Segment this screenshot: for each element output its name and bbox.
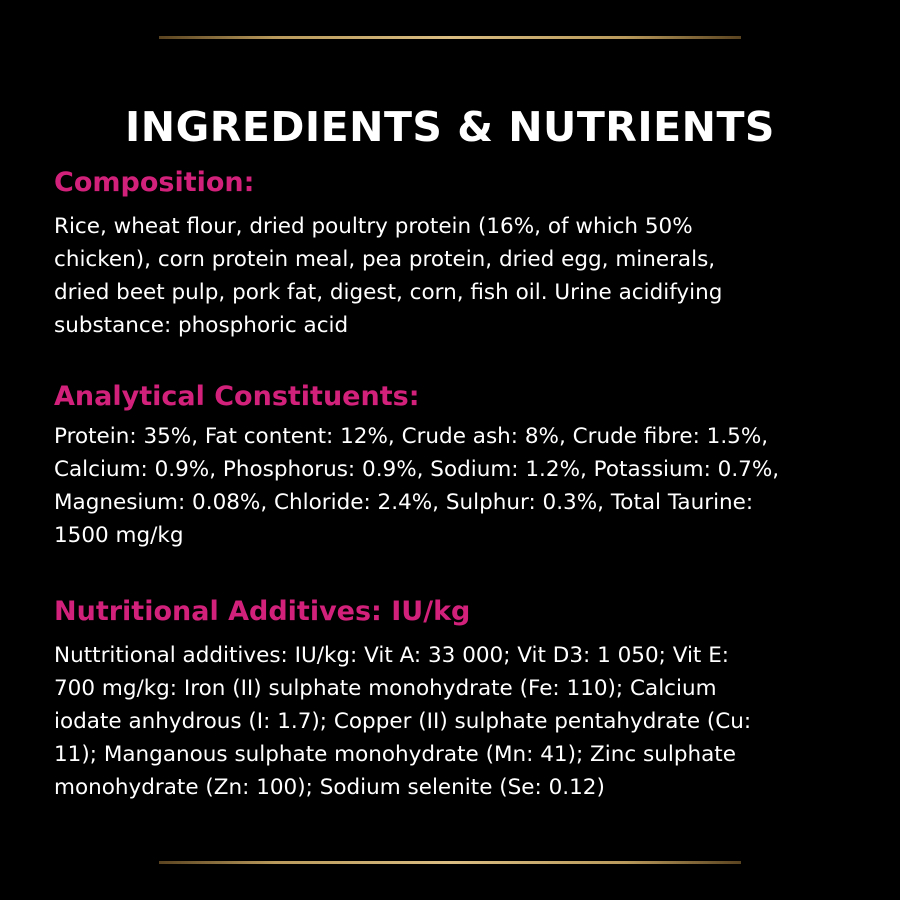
additives-line: Nuttritional additives: IU/kg: Vit A: 33 000; Vit D3: 1 050; Vit E:: [54, 643, 730, 668]
composition-line: chicken), corn protein meal, pea protein, dried egg, minerals,: [54, 247, 716, 272]
additives-line: 700 mg/kg: Iron (II) sulphate monohydrate (Fe: 110); Calcium: [54, 676, 717, 701]
analytical-line: Protein: 35%, Fat content: 12%, Crude ash: 8%, Crude fibre: 1.5%,: [54, 424, 769, 449]
analytical-line: 1500 mg/kg: [54, 523, 184, 548]
bottom-gold-divider: [159, 861, 741, 864]
analytical-line: Magnesium: 0.08%, Chloride: 2.4%, Sulphur: 0.3%, Total Taurine:: [54, 490, 754, 515]
nutritional-additives-heading: Nutritional Additives: IU/kg: [54, 596, 471, 627]
additives-line: 11); Manganous sulphate monohydrate (Mn: 41); Zinc sulphate: [54, 742, 736, 767]
page-title: INGREDIENTS & NUTRIENTS: [125, 103, 775, 152]
analytical-constituents-heading: Analytical Constituents:: [54, 381, 420, 412]
analytical-constituents-section: [54, 380, 854, 552]
additives-line: monohydrate (Zn: 100); Sodium selenite (Se: 0.12): [54, 775, 605, 800]
top-gold-divider: [159, 36, 741, 39]
nutritional-additives-text: [54, 639, 854, 804]
composition-section: [54, 166, 854, 342]
composition-text: [54, 210, 854, 342]
nutritional-additives-section: [54, 595, 854, 804]
composition-line: substance: phosphoric acid: [54, 313, 349, 338]
composition-line: Rice, wheat flour, dried poultry protein (16%, of which 50%: [54, 214, 693, 239]
analytical-constituents-text: [54, 420, 854, 552]
additives-line: iodate anhydrous (I: 1.7); Copper (II) sulphate pentahydrate (Cu:: [54, 709, 752, 734]
analytical-line: Calcium: 0.9%, Phosphorus: 0.9%, Sodium: 1.2%, Potassium: 0.7%,: [54, 457, 780, 482]
composition-line: dried beet pulp, pork fat, digest, corn, fish oil. Urine acidifying: [54, 280, 723, 305]
composition-heading: Composition:: [54, 167, 255, 198]
